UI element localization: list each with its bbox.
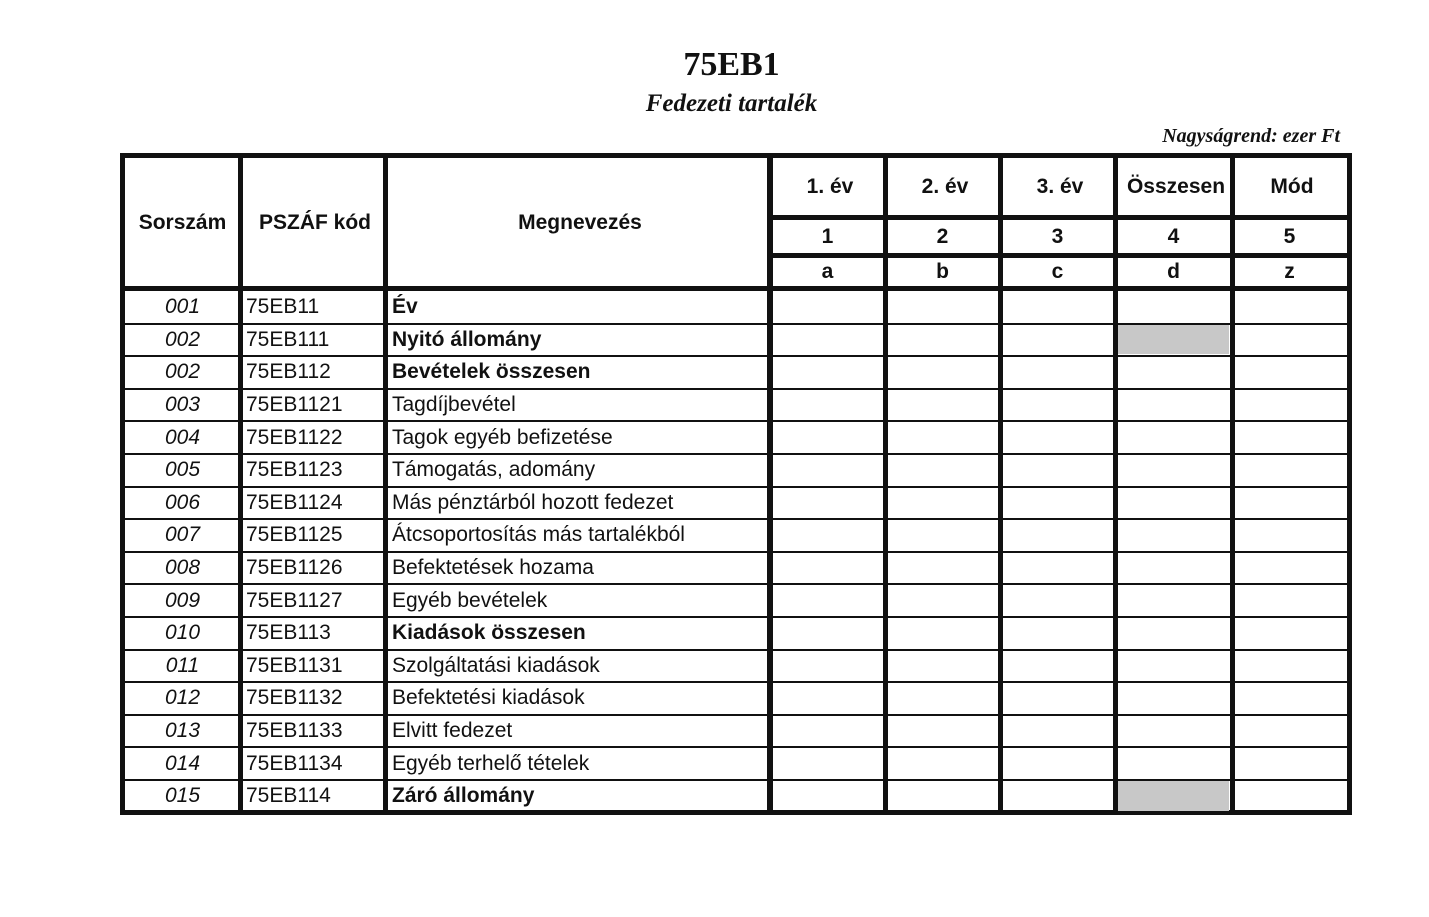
value-cell[interactable] xyxy=(773,682,882,715)
value-cell[interactable] xyxy=(773,421,882,454)
row-sorszam: 006 xyxy=(164,490,201,514)
col-number: 1 xyxy=(821,224,834,248)
value-cell[interactable] xyxy=(888,421,997,454)
value-cell[interactable] xyxy=(1118,617,1229,650)
value-cell[interactable] xyxy=(1235,780,1344,813)
value-cell[interactable] xyxy=(888,617,997,650)
row-sorszam: 002 xyxy=(164,327,201,351)
value-cell[interactable] xyxy=(888,454,997,487)
page-subtitle: Fedezeti tartalék xyxy=(645,90,818,117)
value-cell[interactable] xyxy=(1235,747,1344,780)
col-header-ev2: 2. év xyxy=(921,174,969,198)
row-sorszam: 001 xyxy=(164,295,201,319)
value-cell[interactable] xyxy=(1118,389,1229,422)
row-kod: 75EB1134 xyxy=(246,751,343,775)
row-megnevezes: Támogatás, adomány xyxy=(392,458,596,482)
row-kod: 75EB112 xyxy=(246,360,331,384)
value-cell[interactable] xyxy=(1118,584,1229,617)
value-cell[interactable] xyxy=(888,356,997,389)
value-cell[interactable] xyxy=(1235,454,1344,487)
value-cell[interactable] xyxy=(1235,584,1344,617)
value-cell[interactable] xyxy=(1235,519,1344,552)
row-megnevezes: Átcsoportosítás más tartalékból xyxy=(392,523,685,547)
value-cell[interactable] xyxy=(1003,487,1112,520)
col-number: 2 xyxy=(936,224,949,248)
value-cell[interactable] xyxy=(888,291,997,324)
value-cell[interactable] xyxy=(888,487,997,520)
value-cell[interactable] xyxy=(1235,291,1344,324)
row-kod: 75EB1122 xyxy=(246,425,343,449)
value-cell[interactable] xyxy=(773,324,882,357)
col-number: 4 xyxy=(1167,224,1180,248)
value-cell[interactable] xyxy=(888,682,997,715)
col-header-sorszam: Sorszám xyxy=(138,211,227,234)
col-letter: z xyxy=(1284,260,1295,283)
row-megnevezes: Tagdíjbevétel xyxy=(392,393,516,417)
value-cell[interactable] xyxy=(1118,552,1229,585)
value-cell[interactable] xyxy=(1235,421,1344,454)
row-megnevezes: Befektetési kiadások xyxy=(392,686,585,710)
value-cell[interactable] xyxy=(773,715,882,748)
value-cell[interactable] xyxy=(773,487,882,520)
row-kod: 75EB1126 xyxy=(246,556,343,580)
value-cell[interactable] xyxy=(773,747,882,780)
value-cell[interactable] xyxy=(1003,324,1112,357)
value-cell[interactable] xyxy=(1118,519,1229,552)
value-cell[interactable] xyxy=(1003,421,1112,454)
value-cell[interactable] xyxy=(773,389,882,422)
row-sorszam: 004 xyxy=(164,425,201,449)
value-cell[interactable] xyxy=(1118,487,1229,520)
value-cell[interactable] xyxy=(1118,454,1229,487)
shaded-cell xyxy=(1118,325,1229,355)
value-cell[interactable] xyxy=(1003,454,1112,487)
value-cell[interactable] xyxy=(888,389,997,422)
value-cell[interactable] xyxy=(1003,715,1112,748)
value-cell[interactable] xyxy=(1003,519,1112,552)
value-cell[interactable] xyxy=(1003,747,1112,780)
value-cell[interactable] xyxy=(1235,715,1344,748)
value-cell[interactable] xyxy=(888,552,997,585)
value-cell[interactable] xyxy=(773,519,882,552)
value-cell[interactable] xyxy=(773,617,882,650)
value-cell[interactable] xyxy=(1118,650,1229,683)
value-cell[interactable] xyxy=(773,780,882,813)
row-kod: 75EB111 xyxy=(246,327,330,351)
row-sorszam: 003 xyxy=(164,393,201,417)
value-cell[interactable] xyxy=(888,747,997,780)
row-kod: 75EB1132 xyxy=(246,686,343,710)
units-label: Nagyságrend: ezer Ft xyxy=(1162,125,1340,147)
row-sorszam: 007 xyxy=(164,523,201,547)
col-letter: d xyxy=(1167,260,1180,283)
value-cell[interactable] xyxy=(773,356,882,389)
value-cell[interactable] xyxy=(888,584,997,617)
col-header-mod: Mód xyxy=(1270,174,1314,198)
row-megnevezes: Bevételek összesen xyxy=(392,360,591,384)
value-cell[interactable] xyxy=(1003,617,1112,650)
row-megnevezes: Tagok egyéb befizetése xyxy=(392,425,613,449)
row-megnevezes: Nyitó állomány xyxy=(392,327,542,351)
value-cell[interactable] xyxy=(1235,617,1344,650)
value-cell[interactable] xyxy=(1003,389,1112,422)
row-sorszam: 005 xyxy=(164,458,201,482)
value-cell[interactable] xyxy=(1235,650,1344,683)
value-cell[interactable] xyxy=(1118,356,1229,389)
value-cell[interactable] xyxy=(1235,356,1344,389)
col-letter: b xyxy=(936,260,949,283)
value-cell[interactable] xyxy=(773,552,882,585)
row-kod: 75EB1124 xyxy=(246,490,343,514)
row-megnevezes: Más pénztárból hozott fedezet xyxy=(392,490,674,514)
value-cell[interactable] xyxy=(888,324,997,357)
col-header-megnevezes: Megnevezés xyxy=(518,211,642,234)
shaded-cell xyxy=(1118,781,1229,811)
row-kod: 75EB113 xyxy=(246,621,331,645)
row-megnevezes: Kiadások összesen xyxy=(392,621,586,645)
row-kod: 75EB1127 xyxy=(246,588,343,612)
value-cell[interactable] xyxy=(1003,650,1112,683)
value-cell[interactable] xyxy=(1118,682,1229,715)
row-megnevezes: Elvitt fedezet xyxy=(392,719,513,743)
value-cell[interactable] xyxy=(1235,389,1344,422)
row-kod: 75EB1133 xyxy=(246,719,343,743)
value-cell[interactable] xyxy=(1235,487,1344,520)
value-cell[interactable] xyxy=(1235,682,1344,715)
value-cell[interactable] xyxy=(1003,291,1112,324)
value-cell[interactable] xyxy=(888,519,997,552)
value-cell[interactable] xyxy=(1118,421,1229,454)
col-number: 5 xyxy=(1283,224,1296,248)
row-megnevezes: Egyéb terhelő tételek xyxy=(392,751,590,775)
row-megnevezes: Egyéb bevételek xyxy=(392,588,548,612)
value-cell[interactable] xyxy=(773,650,882,683)
col-letter: a xyxy=(821,260,834,283)
col-header-ev3: 3. év xyxy=(1036,174,1084,198)
row-kod: 75EB1123 xyxy=(246,458,343,482)
data-table xyxy=(120,153,1352,815)
value-cell[interactable] xyxy=(1003,552,1112,585)
row-sorszam: 015 xyxy=(164,784,201,808)
value-cell[interactable] xyxy=(773,454,882,487)
value-cell[interactable] xyxy=(888,715,997,748)
row-sorszam: 014 xyxy=(164,751,201,775)
row-megnevezes: Év xyxy=(392,295,418,319)
row-megnevezes: Szolgáltatási kiadások xyxy=(392,653,600,677)
row-sorszam: 012 xyxy=(164,686,201,710)
row-sorszam: 011 xyxy=(165,653,200,677)
value-cell[interactable] xyxy=(1235,324,1344,357)
value-cell[interactable] xyxy=(1118,747,1229,780)
value-cell[interactable] xyxy=(1003,780,1112,813)
value-cell[interactable] xyxy=(773,291,882,324)
row-kod: 75EB1131 xyxy=(246,653,343,677)
value-cell[interactable] xyxy=(1118,291,1229,324)
value-cell[interactable] xyxy=(1003,682,1112,715)
row-kod: 75EB114 xyxy=(246,784,331,808)
row-sorszam: 010 xyxy=(164,621,201,645)
page-title: 75EB1 xyxy=(683,46,780,83)
row-sorszam: 008 xyxy=(164,556,201,580)
row-kod: 75EB11 xyxy=(246,295,320,319)
row-sorszam: 002 xyxy=(164,360,201,384)
value-cell[interactable] xyxy=(888,780,997,813)
col-header-osszesen: Összesen xyxy=(1126,174,1226,198)
row-megnevezes: Záró állomány xyxy=(392,784,535,808)
row-kod: 75EB1121 xyxy=(246,393,343,417)
value-cell[interactable] xyxy=(1118,715,1229,748)
row-kod: 75EB1125 xyxy=(246,523,343,547)
col-letter: c xyxy=(1051,260,1064,283)
value-cell[interactable] xyxy=(888,650,997,683)
row-megnevezes: Befektetések hozama xyxy=(392,556,594,580)
value-cell[interactable] xyxy=(1003,584,1112,617)
col-number: 3 xyxy=(1051,224,1064,248)
col-header-kod: PSZÁF kód xyxy=(258,211,371,234)
row-sorszam: 013 xyxy=(164,719,201,743)
value-cell[interactable] xyxy=(773,584,882,617)
col-header-ev1: 1. év xyxy=(806,174,854,198)
value-cell[interactable] xyxy=(1235,552,1344,585)
value-cell[interactable] xyxy=(1003,356,1112,389)
row-sorszam: 009 xyxy=(164,588,201,612)
